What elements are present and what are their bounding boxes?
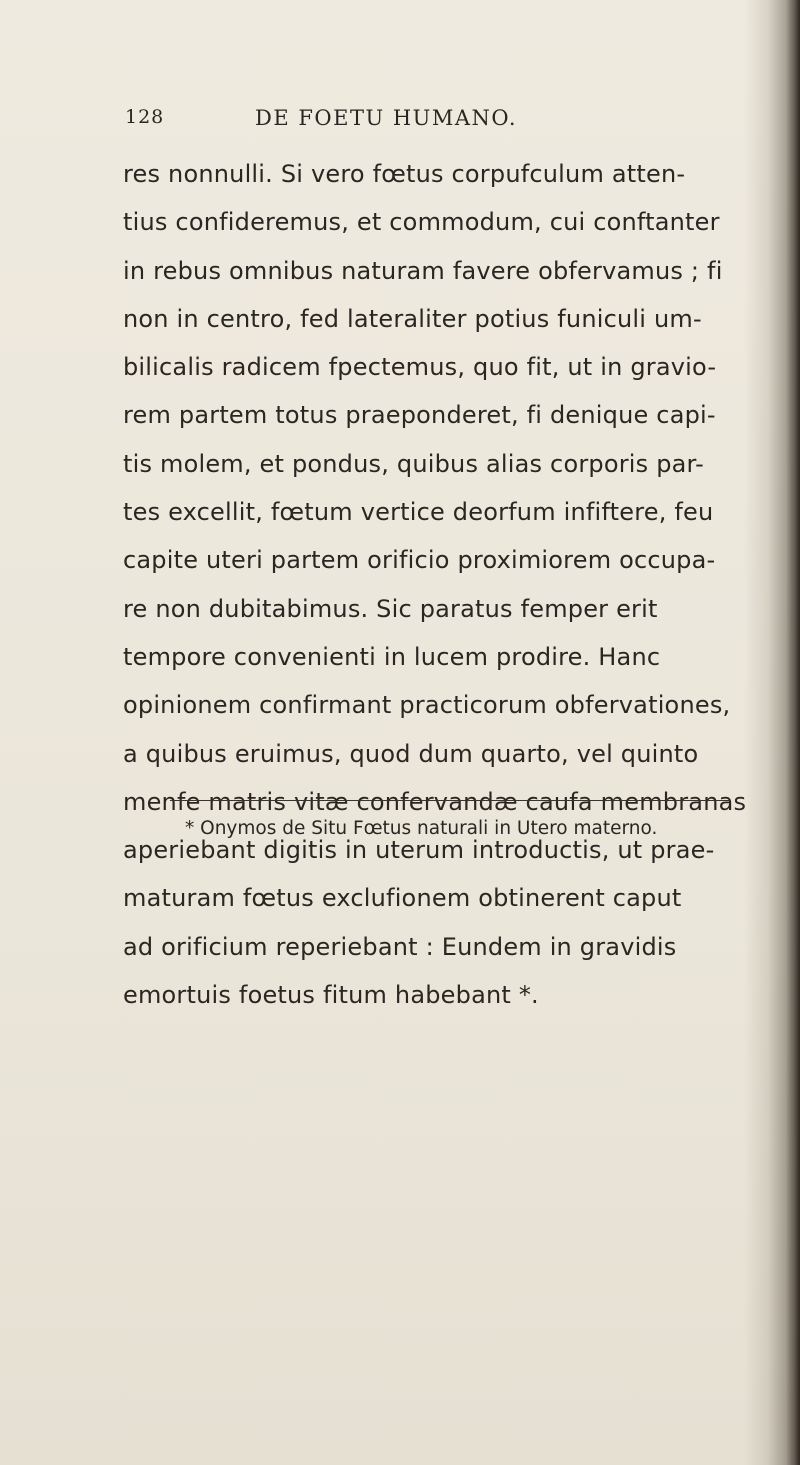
page-number: 128 [125, 106, 165, 128]
text-line: menfe matris vitæ confervandæ caufa membranas [123, 787, 747, 816]
page-header [125, 106, 705, 140]
text-line: re non dubitabimus. Sic paratus femper erit [123, 594, 658, 623]
text-line: tes excellit, fœtum vertice deorfum infiftere, feu [123, 498, 714, 527]
running-title: DE FOETU HUMANO. [255, 106, 518, 130]
text-line: emortuis foetus fitum habebant *. [123, 981, 539, 1010]
text-line: tis molem, et pondus, quibus alias corporis par- [123, 449, 704, 478]
text-line: tius confideremus, et commodum, cui conftanter [123, 208, 720, 237]
text-line: tempore convenienti in lucem prodire. Hanc [123, 642, 661, 671]
text-line: capite uteri partem orificio proximiorem occupa- [123, 546, 716, 575]
footnote: * Onymos de Situ Fœtus naturali in Utero materno. [185, 818, 658, 839]
text-line: non in centro, fed lateraliter potius funiculi um- [123, 304, 702, 333]
text-line: aperiebant digitis in uterum introductis, ut prae- [123, 836, 715, 865]
body-text [123, 150, 763, 1019]
text-line: res nonnulli. Si vero fœtus corpufculum atten- [123, 160, 686, 188]
text-line: a quibus eruimus, quod dum quarto, vel quinto [123, 739, 699, 768]
text-line: maturam fœtus exclufionem obtinerent caput [123, 884, 682, 913]
text-line: bilicalis radicem fpectemus, quo fit, ut in gravio- [123, 353, 717, 382]
text-line: ad orificium reperiebant : Eundem in gravidis [123, 932, 677, 961]
text-line: in rebus omnibus naturam favere obfervamus ; fi [123, 256, 723, 285]
page-edge-shadow [786, 0, 800, 1465]
footnote-rule [170, 800, 730, 801]
text-line: rem partem totus praeponderet, fi denique capi- [123, 401, 716, 430]
text-line: opinionem confirmant practicorum obfervationes, [123, 691, 731, 720]
